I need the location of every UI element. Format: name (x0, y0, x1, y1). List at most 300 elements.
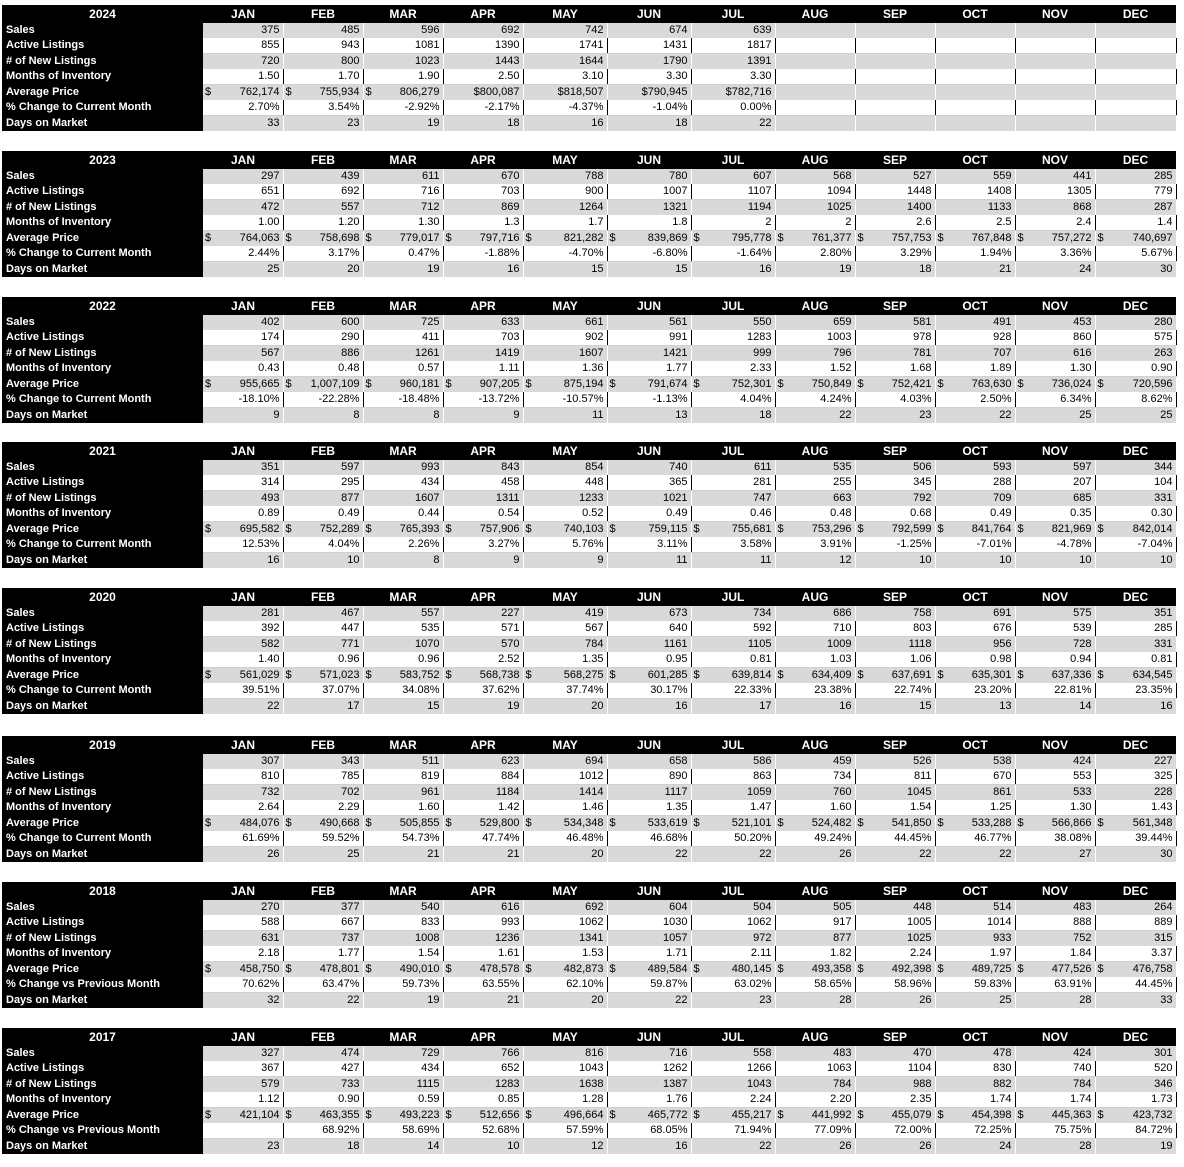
price-value: 601,285 (647, 669, 688, 681)
price-value: 637,336 (1051, 669, 1092, 681)
currency-symbol: $ (857, 232, 864, 244)
table-cell: 1070 (363, 637, 443, 653)
table-cell: 20 (523, 993, 607, 1009)
month-header-jun: JUN (607, 736, 691, 754)
row-label: Average Price (2, 522, 203, 538)
table-cell: 780 (607, 169, 691, 184)
table-row (2, 116, 1176, 132)
table-cell: 377 (283, 900, 363, 915)
table-cell: 314 (203, 475, 283, 491)
currency-symbol: $ (609, 1109, 616, 1121)
currency-symbol: $ (1097, 232, 1104, 244)
table-cell: 943 (283, 38, 363, 54)
table-cell: 740 (1015, 1061, 1095, 1077)
table-cell: 1118 (855, 637, 935, 653)
table-cell: 63.47% (283, 977, 363, 993)
table-cell: 28 (1015, 1139, 1095, 1155)
price-value: 571,023 (319, 669, 360, 681)
price-value: 455,217 (731, 1109, 772, 1121)
month-header-aug: AUG (775, 5, 855, 23)
currency-symbol: $ (1017, 523, 1024, 535)
table-cell: 651 (203, 184, 283, 200)
table-cell: 1030 (607, 915, 691, 931)
table-cell: 0.49 (935, 506, 1015, 522)
currency-symbol: $ (445, 817, 452, 829)
table-cell: 1.61 (443, 946, 523, 962)
table-cell: 1161 (607, 637, 691, 653)
table-cell: 22 (855, 847, 935, 863)
price-value: 757,906 (479, 523, 520, 535)
table-cell (855, 23, 935, 38)
table-cell: 424 (1015, 1046, 1095, 1061)
table-cell: 22 (775, 408, 855, 424)
currency-symbol: $ (937, 523, 944, 535)
currency-symbol: $ (609, 817, 616, 829)
row-label: Days on Market (2, 847, 203, 863)
table-cell: 402 (203, 315, 283, 330)
price-value: 758,698 (319, 232, 360, 244)
table-cell: 467 (283, 606, 363, 621)
table-cell: 1194 (691, 200, 775, 216)
month-header-sep: SEP (855, 5, 935, 23)
price-value: 821,969 (1051, 523, 1092, 535)
table-cell (363, 1108, 443, 1124)
table-cell: 604 (607, 900, 691, 915)
row-label: % Change vs Previous Month (2, 977, 203, 993)
table-cell: 44.45% (855, 831, 935, 847)
table-cell: 900 (523, 184, 607, 200)
table-cell (775, 116, 855, 132)
table-cell: 2.80% (775, 246, 855, 262)
table-row (2, 460, 1176, 475)
currency-symbol: $ (857, 523, 864, 535)
table-row (2, 553, 1176, 569)
table-cell (523, 962, 607, 978)
table-cell: 692 (283, 184, 363, 200)
table-cell: 1021 (607, 491, 691, 507)
table-cell: 0.89 (203, 506, 283, 522)
month-header-nov: NOV (1015, 736, 1095, 754)
month-header-jul: JUL (691, 882, 775, 900)
table-cell: 38.08% (1015, 831, 1095, 847)
table-cell: 1.8 (607, 215, 691, 231)
table-cell: -7.04% (1095, 537, 1176, 553)
currency-symbol: $ (445, 232, 452, 244)
table-cell: 972 (691, 931, 775, 947)
table-cell (935, 668, 1015, 684)
table-cell: 32 (203, 993, 283, 1009)
price-value: 455,079 (891, 1109, 932, 1121)
price-value: 763,630 (971, 378, 1012, 390)
table-cell (283, 522, 363, 538)
table-cell: 280 (1095, 315, 1176, 330)
table-cell: 597 (283, 460, 363, 475)
table-cell: 0.30 (1095, 506, 1176, 522)
month-header-nov: NOV (1015, 882, 1095, 900)
price-value: 875,194 (563, 378, 604, 390)
row-label: Months of Inventory (2, 69, 203, 85)
table-cell: 661 (523, 315, 607, 330)
currency-symbol: $ (937, 232, 944, 244)
year-table-2022 (2, 297, 1177, 423)
price-value: 445,363 (1051, 1109, 1092, 1121)
currency-symbol: $ (365, 817, 372, 829)
currency-symbol: $ (777, 1109, 784, 1121)
table-cell: 1.42 (443, 800, 523, 816)
month-header-jan: JAN (203, 882, 283, 900)
table-cell: 567 (523, 621, 607, 637)
table-cell: 37.62% (443, 683, 523, 699)
table-cell: 2.24 (691, 1092, 775, 1108)
table-cell (935, 231, 1015, 247)
table-cell (855, 38, 935, 54)
table-cell (363, 85, 443, 101)
table-cell: 527 (855, 169, 935, 184)
table-cell: 15 (363, 699, 443, 715)
row-label: Sales (2, 460, 203, 475)
table-cell: 297 (203, 169, 283, 184)
table-cell: 1025 (855, 931, 935, 947)
table-row (2, 816, 1176, 832)
table-cell: -13.72% (443, 392, 523, 408)
table-cell: 888 (1015, 915, 1095, 931)
table-cell: 506 (855, 460, 935, 475)
table-cell (443, 1108, 523, 1124)
table-cell: 993 (443, 915, 523, 931)
row-label: % Change to Current Month (2, 831, 203, 847)
table-cell (855, 962, 935, 978)
table-cell: 725 (363, 315, 443, 330)
price-value: 480,145 (731, 963, 772, 975)
table-row (2, 491, 1176, 507)
table-cell (523, 231, 607, 247)
table-cell (775, 962, 855, 978)
table-cell (1095, 816, 1176, 832)
year-table-2017 (2, 1028, 1177, 1154)
month-header-sep: SEP (855, 1028, 935, 1046)
price-value: 529,800 (479, 817, 520, 829)
table-cell: 1009 (775, 637, 855, 653)
table-cell: 1.54 (363, 946, 443, 962)
table-cell (1095, 100, 1176, 116)
table-cell (691, 377, 775, 393)
table-cell: 34.08% (363, 683, 443, 699)
table-row (2, 652, 1176, 668)
table-cell: 1.97 (935, 946, 1015, 962)
table-cell: 734 (691, 606, 775, 621)
table-cell: 0.96 (283, 652, 363, 668)
table-cell: 592 (691, 621, 775, 637)
table-cell: 365 (607, 475, 691, 491)
table-cell: 448 (855, 900, 935, 915)
table-cell: 24 (1015, 262, 1095, 278)
table-cell (607, 522, 691, 538)
table-cell: 1.25 (935, 800, 1015, 816)
table-cell (1095, 69, 1176, 85)
table-row (2, 668, 1176, 684)
table-cell: 16 (607, 1139, 691, 1155)
table-row (2, 1123, 1176, 1139)
table-row (2, 962, 1176, 978)
table-cell (607, 962, 691, 978)
currency-symbol: $ (205, 669, 212, 681)
table-row (2, 1092, 1176, 1108)
table-cell (775, 100, 855, 116)
table-cell: -18.48% (363, 392, 443, 408)
year-label: 2017 (2, 1028, 203, 1046)
row-label: Active Listings (2, 330, 203, 346)
price-value: 634,409 (811, 669, 852, 681)
table-cell: 427 (283, 1061, 363, 1077)
table-cell: 540 (363, 900, 443, 915)
month-header-nov: NOV (1015, 1028, 1095, 1046)
table-cell: 1321 (607, 200, 691, 216)
table-cell: 22 (935, 847, 1015, 863)
table-cell: 703 (443, 330, 523, 346)
month-header-oct: OCT (935, 882, 1015, 900)
month-header-mar: MAR (363, 736, 443, 754)
table-cell: 26 (855, 1139, 935, 1155)
table-cell: 810 (203, 769, 283, 785)
month-header-may: MAY (523, 297, 607, 315)
table-cell: 575 (1095, 330, 1176, 346)
table-cell: 581 (855, 315, 935, 330)
month-header-apr: APR (443, 5, 523, 23)
table-cell: 59.73% (363, 977, 443, 993)
month-header-oct: OCT (935, 442, 1015, 460)
table-cell: 1.30 (1015, 800, 1095, 816)
table-cell: 12 (775, 553, 855, 569)
table-cell (523, 522, 607, 538)
currency-symbol: $ (365, 378, 372, 390)
table-cell: 712 (363, 200, 443, 216)
table-cell (691, 668, 775, 684)
table-cell: 9 (203, 408, 283, 424)
row-label: Average Price (2, 377, 203, 393)
table-cell: 23 (855, 408, 935, 424)
table-cell: 264 (1095, 900, 1176, 915)
table-cell (935, 522, 1015, 538)
table-cell: 3.27% (443, 537, 523, 553)
month-header-jun: JUN (607, 588, 691, 606)
table-cell: 27 (1015, 847, 1095, 863)
month-header-jul: JUL (691, 442, 775, 460)
table-cell: 25 (203, 262, 283, 278)
table-row (2, 377, 1176, 393)
table-cell: 877 (775, 931, 855, 947)
currency-symbol: $ (445, 669, 452, 681)
month-header-apr: APR (443, 736, 523, 754)
table-cell (775, 522, 855, 538)
table-cell: 19 (363, 993, 443, 1009)
price-value: 493,358 (811, 963, 852, 975)
table-cell (1015, 522, 1095, 538)
table-cell: 58.69% (363, 1123, 443, 1139)
table-row (2, 346, 1176, 362)
price-value: 512,656 (479, 1109, 520, 1121)
table-cell: 1.35 (523, 652, 607, 668)
table-cell: 1.4 (1095, 215, 1176, 231)
table-cell: 0.47% (363, 246, 443, 262)
currency-symbol: $ (525, 523, 532, 535)
table-cell: 557 (283, 200, 363, 216)
price-value: 764,063 (239, 232, 280, 244)
currency-symbol: $ (365, 963, 372, 975)
table-cell: 4.04% (691, 392, 775, 408)
table-cell (283, 668, 363, 684)
currency-symbol: $ (1017, 963, 1024, 975)
table-cell (775, 23, 855, 38)
table-row (2, 246, 1176, 262)
table-cell: 434 (363, 475, 443, 491)
table-cell: 285 (1095, 621, 1176, 637)
price-value: 566,866 (1051, 817, 1092, 829)
table-cell (855, 116, 935, 132)
table-cell (203, 85, 283, 101)
table-cell (775, 231, 855, 247)
table-cell: 228 (1095, 785, 1176, 801)
table-cell: 616 (1015, 346, 1095, 362)
table-cell (691, 231, 775, 247)
table-cell (1015, 54, 1095, 70)
price-value: 441,992 (811, 1109, 852, 1121)
table-cell: 633 (443, 315, 523, 330)
row-label: % Change to Current Month (2, 246, 203, 262)
table-cell: -6.80% (607, 246, 691, 262)
table-cell: 1.70 (283, 69, 363, 85)
table-cell: 716 (363, 184, 443, 200)
row-label: Active Listings (2, 38, 203, 54)
table-cell: 28 (775, 993, 855, 1009)
month-header-aug: AUG (775, 882, 855, 900)
table-cell: 1012 (523, 769, 607, 785)
table-cell (691, 816, 775, 832)
table-row (2, 900, 1176, 915)
month-header-sep: SEP (855, 588, 935, 606)
table-row (2, 1046, 1176, 1061)
table-cell: 1421 (607, 346, 691, 362)
table-cell: 811 (855, 769, 935, 785)
table-cell: 19 (443, 699, 523, 715)
price-value: 753,296 (811, 523, 852, 535)
currency-symbol: $ (1017, 817, 1024, 829)
table-cell (691, 962, 775, 978)
table-cell: 0.48 (775, 506, 855, 522)
table-cell: 1045 (855, 785, 935, 801)
table-cell: 3.17% (283, 246, 363, 262)
table-cell: 728 (1015, 637, 1095, 653)
month-header-jul: JUL (691, 588, 775, 606)
table-cell: 1.71 (607, 946, 691, 962)
row-label: Sales (2, 169, 203, 184)
currency-symbol: $ (525, 963, 532, 975)
table-cell: 2.4 (1015, 215, 1095, 231)
table-cell: 710 (775, 621, 855, 637)
row-label: Active Listings (2, 184, 203, 200)
month-header-jun: JUN (607, 882, 691, 900)
table-cell: 1236 (443, 931, 523, 947)
price-value: 792,599 (891, 523, 932, 535)
table-cell (523, 816, 607, 832)
table-cell: 1443 (443, 54, 523, 70)
price-value: 821,282 (563, 232, 604, 244)
currency-symbol: $ (1097, 817, 1104, 829)
table-cell: 785 (283, 769, 363, 785)
table-cell: 351 (1095, 606, 1176, 621)
table-cell (1015, 23, 1095, 38)
currency-symbol: $ (365, 1109, 372, 1121)
table-cell: 3.10 (523, 69, 607, 85)
table-cell: 1644 (523, 54, 607, 70)
price-value: 839,869 (647, 232, 688, 244)
price-value: $800,087 (473, 86, 520, 98)
table-cell: 816 (523, 1046, 607, 1061)
table-cell: 1.76 (607, 1092, 691, 1108)
table-cell (935, 85, 1015, 101)
table-cell: 0.81 (691, 652, 775, 668)
table-cell: 568 (775, 169, 855, 184)
table-cell: 0.95 (607, 652, 691, 668)
table-cell (855, 100, 935, 116)
table-cell: 703 (443, 184, 523, 200)
table-cell (363, 816, 443, 832)
currency-symbol: $ (609, 378, 616, 390)
table-cell: 514 (935, 900, 1015, 915)
table-cell: 0.98 (935, 652, 1015, 668)
table-cell: 779 (1095, 184, 1176, 200)
table-cell: 19 (363, 116, 443, 132)
table-cell: 550 (691, 315, 775, 330)
table-cell: 1043 (691, 1077, 775, 1093)
month-header-may: MAY (523, 442, 607, 460)
table-cell: 676 (935, 621, 1015, 637)
month-header-jan: JAN (203, 151, 283, 169)
table-cell: 1.60 (363, 800, 443, 816)
month-header-dec: DEC (1095, 736, 1176, 754)
table-cell: 1.43 (1095, 800, 1176, 816)
table-cell: 3.30 (691, 69, 775, 85)
month-header-aug: AUG (775, 588, 855, 606)
table-cell: 331 (1095, 637, 1176, 653)
table-cell: 1.74 (1015, 1092, 1095, 1108)
table-cell: 295 (283, 475, 363, 491)
price-value: 695,582 (239, 523, 280, 535)
month-header-jun: JUN (607, 151, 691, 169)
table-cell: 917 (775, 915, 855, 931)
table-cell: 2.29 (283, 800, 363, 816)
table-cell: 685 (1015, 491, 1095, 507)
row-label: Average Price (2, 231, 203, 247)
table-cell: 716 (607, 1046, 691, 1061)
month-header-jul: JUL (691, 151, 775, 169)
table-cell: 3.54% (283, 100, 363, 116)
row-label: Active Listings (2, 475, 203, 491)
table-cell: 18 (855, 262, 935, 278)
table-cell: 884 (443, 769, 523, 785)
month-header-may: MAY (523, 5, 607, 23)
month-header-aug: AUG (775, 1028, 855, 1046)
table-cell: 740 (607, 460, 691, 475)
price-value: 720,596 (1132, 378, 1173, 390)
table-row (2, 1108, 1176, 1124)
row-label: Sales (2, 900, 203, 915)
table-cell (607, 377, 691, 393)
table-cell: 0.44 (363, 506, 443, 522)
table-cell: 50.20% (691, 831, 775, 847)
row-label: # of New Listings (2, 785, 203, 801)
month-header-jan: JAN (203, 297, 283, 315)
table-cell: 227 (443, 606, 523, 621)
